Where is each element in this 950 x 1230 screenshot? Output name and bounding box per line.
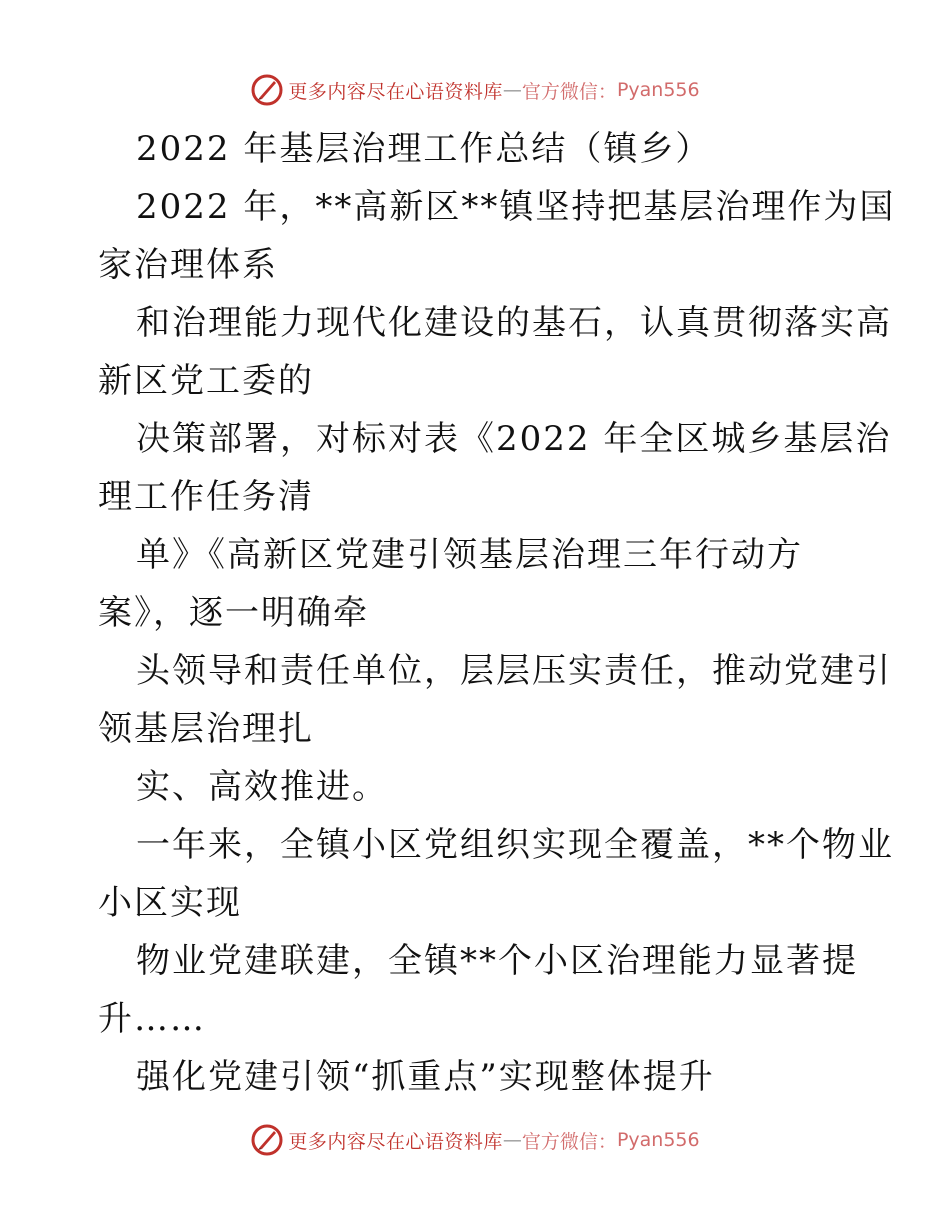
paragraph-line: 领基层治理扎 — [98, 709, 314, 749]
document-title: 2022 年基层治理工作总结（镇乡） — [136, 129, 712, 169]
watermark-site-text: 更多内容尽在心语资料库 — [288, 1130, 503, 1153]
quill-logo-icon — [250, 1123, 284, 1157]
watermark-banner-bottom — [0, 1120, 950, 1160]
paragraph-line: 决策部署，对标对表《2022 年全区城乡基层治 — [136, 419, 892, 459]
paragraph-line: 物业党建联建，全镇**个小区治理能力显著提 — [136, 941, 858, 981]
paragraph-line: 新区党工委的 — [98, 361, 314, 401]
section-heading: 强化党建引领“抓重点”实现整体提升 — [136, 1057, 715, 1097]
watermark-contact-id: Pyan556 — [616, 79, 700, 101]
paragraph-line: 实、高效推进。 — [136, 767, 388, 807]
paragraph-line: 理工作任务清 — [98, 477, 314, 517]
watermark-dash: — — [502, 79, 522, 101]
watermark-dash: — — [502, 1129, 522, 1151]
watermark-banner-top — [0, 70, 950, 110]
paragraph-line: 2022 年，**高新区**镇坚持把基层治理作为国 — [136, 187, 896, 227]
paragraph-line: 案》，逐一明确牵 — [98, 593, 369, 633]
paragraph-line: 家治理体系 — [98, 245, 278, 285]
watermark-site-text: 更多内容尽在心语资料库 — [288, 80, 503, 103]
watermark-contact-id: Pyan556 — [616, 1129, 700, 1151]
paragraph-line: 一年来，全镇小区党组织实现全覆盖，**个物业 — [136, 825, 894, 865]
watermark-contact-label: 官方微信： — [521, 1130, 617, 1153]
quill-logo-icon — [250, 73, 284, 107]
paragraph-line: 和治理能力现代化建设的基石，认真贯彻落实高 — [136, 303, 892, 343]
paragraph-line: 小区实现 — [98, 883, 242, 923]
watermark-contact-label: 官方微信： — [521, 80, 617, 103]
paragraph-line: 头领导和责任单位，层层压实责任，推动党建引 — [136, 651, 892, 691]
paragraph-line: 单》《高新区党建引领基层治理三年行动方 — [136, 535, 803, 575]
document-body — [98, 120, 896, 1106]
paragraph-line: 升…… — [98, 999, 206, 1039]
